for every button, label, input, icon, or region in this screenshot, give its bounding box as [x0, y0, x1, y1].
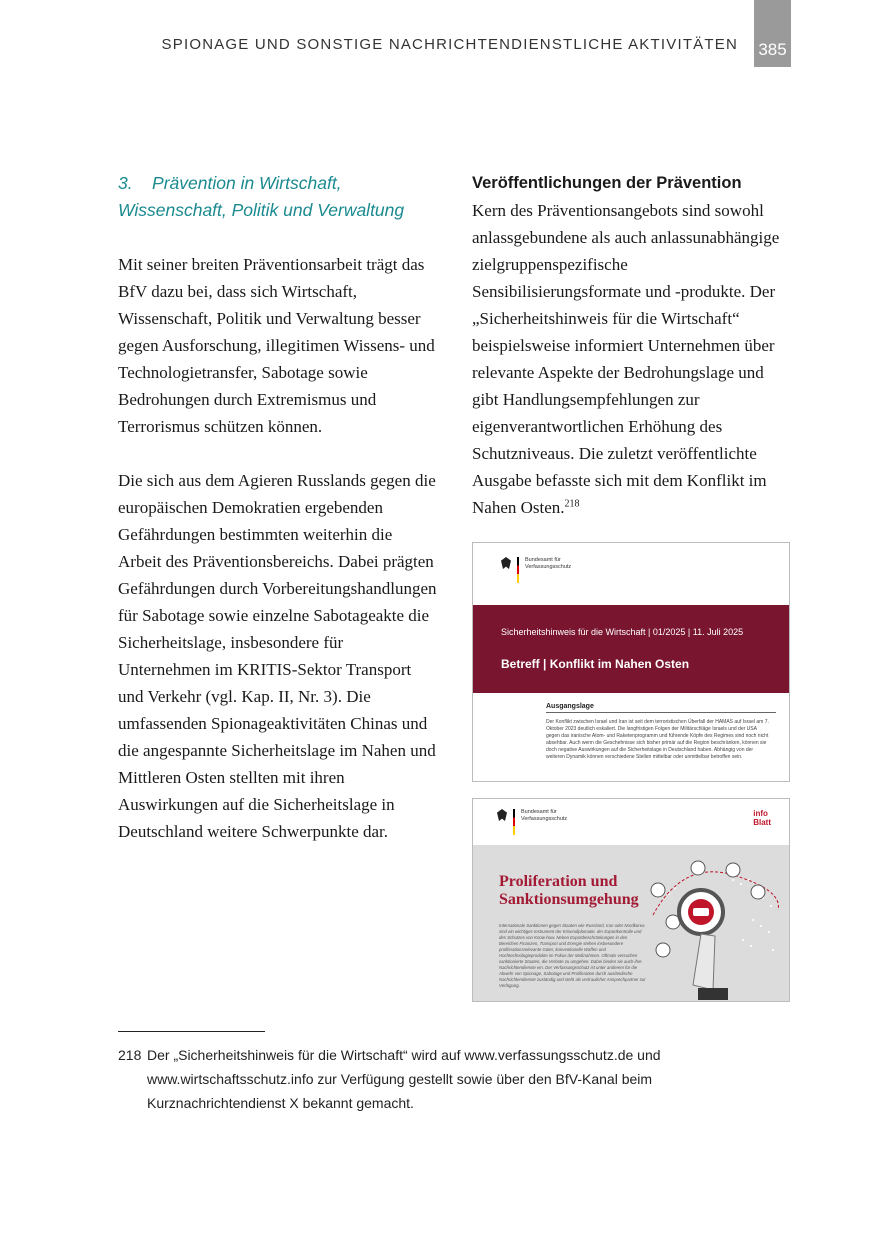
- infoblatt-badge: [753, 809, 771, 827]
- info-sheet-thumbnail: [472, 798, 790, 1002]
- security-notice-thumbnail: [472, 542, 790, 782]
- footnote-218: [118, 1043, 758, 1115]
- section-title: [118, 170, 438, 224]
- info-sheet-title: [499, 873, 649, 909]
- info-sheet-header: [473, 799, 789, 845]
- german-flag-stripe: [513, 809, 515, 835]
- footnote-text: Der „Sicherheitshinweis für die Wirtschaft“ wird auf www.verfassungsschutz.de und www.wirtschaftsschutz.info zur Verfügung gestellt sowie über den BfV-Kanal beim Kurznachrichtendienst X bekannt gemacht.: [147, 1047, 661, 1111]
- logo-text: [525, 557, 571, 570]
- logo-line1: Bundesamt für: [521, 809, 557, 815]
- badge-line2: Blatt: [753, 818, 771, 827]
- truck-icon: [693, 908, 709, 916]
- right-column: [472, 170, 792, 548]
- info-sheet-text: Internationale Sanktionen gegen Staaten wie Russland, Iran oder Nordkorea sind ein wichtiges Instrument der Krisendiplomatie, der Exportkontrolle und des Schutzes von Know-how. Neben Exportbeschränkungen in den Bereichen Finanzen, Transport und Energie stehen insbesondere proliferationsrelevante Güter, konventionelle Waffen und Hochtechnologieprodukte im Fokus der Maßnahmen. Oftmals versuchen sanktionierte Staaten, die Verbote zu umgehen. Dabei binden sie auch ihre Nachrichtendienste ein. Der Verfassungsschutz ist unter anderem für die Abwehr von Spionage, Sabotage und Proliferation durch ausländische Nachrichtendienste zuständig und steht als vertraulicher Ansprechpartner zur Verfügung.: [499, 923, 646, 988]
- title-band: [473, 605, 789, 693]
- logo-line1: Bundesamt für: [525, 557, 561, 563]
- left-column: [118, 170, 438, 872]
- paragraph-prevention-intro: Mit seiner breiten Präventionsarbeit trägt das BfV dazu bei, dass sich Wirtschaft, Wissenschaft, Politik und Verwaltung besser gegen Ausforschung, illegitimen Wissens- und Technologietransfer, Sabotage sowie Bedrohungen durch Extremismus und Terrorismus schützen können.: [118, 255, 435, 436]
- magnifier-illustration: [643, 850, 788, 1000]
- bfv-logo: [501, 557, 571, 583]
- section-title-line2: Wissenschaft, Politik und Verwaltung: [118, 200, 405, 220]
- section-title-line1: 3. Prävention in Wirtschaft,: [118, 173, 342, 193]
- badge-line1: info: [753, 809, 768, 818]
- hand-shape: [693, 934, 715, 990]
- footnote-number: 218: [118, 1047, 142, 1063]
- logo-line2: Verfassungsschutz: [521, 815, 568, 822]
- footnote-rule: [118, 1031, 265, 1032]
- paragraph-publications-text: Kern des Präventionsangebots sind sowohl anlassgebundene als auch anlassunabhängige zielgruppenspezifische Sensibilisierungsformate und -produkte. Der „Sicherheitshinweis für die Wirtschaft“ beispielsweise informiert Unternehmen über relevante Aspekte der Bedrohungslage und gibt Handlungsempfehlungen zur eigenverantwortlichen Erhöhung des Schutzniveaus. Die zuletzt veröffentlichte Ausgabe befasste sich mit dem Konflikt im Nahen Osten.: [472, 201, 780, 517]
- page-number: 385: [754, 0, 791, 67]
- running-header: SPIONAGE UND SONSTIGE NACHRICHTENDIENSTLICHE AKTIVITÄTEN: [161, 36, 738, 53]
- section-text: Der Konflikt zwischen Israel und Iran ist seit dem terroristischen Überfall der HAMAS auf Israel am 7. Oktober 2023 deutlich eskaliert. Die langfristigen Folgen der Militärschläge Israels und der USA gegen das iranische Atom- und Raketenprogramm und führende Köpfe des Regimes sind noch nicht absehbar. Auch wenn die Geschehnisse sich bisher primär auf die Region beschränken, können sie doch negative Auswirkungen auf die Sicherheitslage in Deutschland haben. Abhängig von der weiteren Dynamik können verschiedene Stellen mittelbar oder unmittelbar betroffen sein.: [546, 719, 769, 760]
- info-sheet-body: [473, 845, 789, 1002]
- info-title-line2: Sanktionsumgehung: [499, 891, 639, 908]
- bfv-logo: [497, 809, 567, 835]
- federal-eagle-icon: [501, 557, 511, 569]
- german-flag-stripe: [517, 557, 519, 583]
- footnote-reference: 218: [564, 498, 580, 510]
- notice-subject-line: Betreff | Konflikt im Nahen Osten: [501, 657, 690, 671]
- subheading-publications: Veröffentlichungen der Prävention: [472, 174, 742, 192]
- sleeve: [698, 988, 728, 1000]
- logo-text: [521, 809, 567, 822]
- section-label: Ausgangslage: [546, 703, 776, 713]
- federal-eagle-icon: [497, 809, 507, 821]
- paragraph-publications: [472, 197, 792, 521]
- paragraph-threats: Die sich aus dem Agieren Russlands gegen die europäischen Demokratien ergebenden Gefährdungen bestimmten weiterhin die Arbeit des Präventionsbereichs. Dabei prägten Gefährdungen durch Vorbereitungshandlungen für Sabotage sowie einzelne Sabotageakte die Sicherheitslage, insbesondere für Unternehmen im KRITIS-Sektor Transport und Verkehr (vgl. Kap. II, Nr. 3). Die umfassenden Spionageaktivitäten Chinas und die angespannte Sicherheitslage im Nahen und Mittleren Osten stellten mit ihren Auswirkungen auf die Sicherheitslage in Deutschland weitere Schwerpunkte dar.: [118, 471, 437, 841]
- info-title-line1: Proliferation und: [499, 873, 618, 890]
- notice-issue-line: Sicherheitshinweis für die Wirtschaft | 01/2025 | 11. Juli 2025: [501, 627, 744, 637]
- logo-line2: Verfassungsschutz: [525, 563, 572, 570]
